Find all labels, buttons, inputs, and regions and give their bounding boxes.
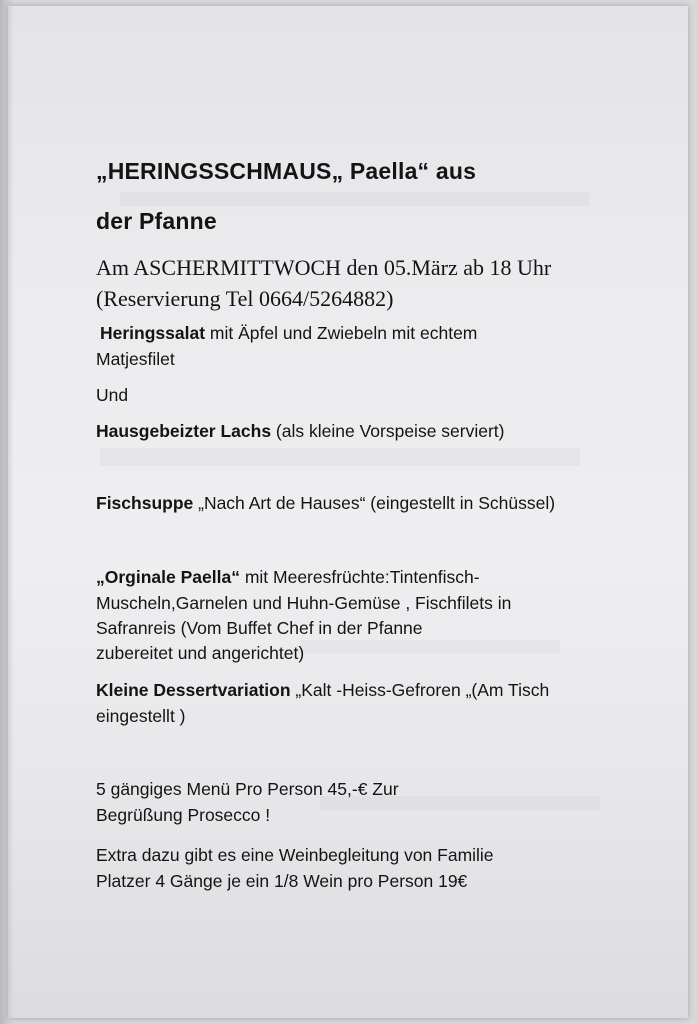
menu-item-soup [96, 490, 555, 516]
menu-item-dessert [96, 677, 549, 703]
menu-item-desc: mit Meeresfrüchte:Tintenfisch- [239, 567, 480, 587]
wine-line-2: Platzer 4 Gänge je ein 1/8 Wein pro Person 19€ [96, 871, 468, 891]
menu-item-desc: „Nach Art de Hauses“ (eingestellt in Schüssel) [193, 493, 556, 513]
menu-item-name: Heringssalat [100, 323, 206, 343]
bleed-through-shadow [300, 640, 560, 654]
menu-item-desc-cont: eingestellt ) [96, 706, 186, 726]
headline-line-1: „HERINGSSCHMAUS„ Paella“ aus [96, 158, 477, 184]
menu-item-herring [100, 320, 477, 346]
menu-item-desc-cont: Matjesfilet [96, 349, 175, 369]
menu-item-name: „Orginale Paella“ [96, 567, 240, 587]
menu-item-salmon [96, 418, 504, 444]
menu-item-desc-cont: Muscheln,Garnelen und Huhn-Gemüse , Fischfilets in [96, 593, 512, 613]
menu-item-paella [96, 564, 480, 590]
menu-item-desc: mit Äpfel und Zwiebeln mit echtem [205, 323, 478, 343]
menu-item-desc-cont: zubereitet und angerichtet) [96, 643, 305, 663]
event-date: Am ASCHERMITTWOCH den 05.März ab 18 Uhr [96, 255, 552, 280]
event-reservation: (Reservierung Tel 0664/5264882) [96, 286, 394, 311]
menu-item-desc: (als kleine Vorspeise serviert) [271, 421, 505, 441]
and-word: Und [96, 385, 129, 405]
menu-item-desc: „Kalt -Heiss-Gefroren „(Am Tisch [290, 680, 550, 700]
bleed-through-shadow [100, 448, 580, 466]
paper-edge-shadow [0, 0, 14, 1024]
menu-item-name: Hausgebeizter Lachs [96, 421, 272, 441]
menu-item-name: Kleine Dessertvariation [96, 680, 291, 700]
headline-line-2: der Pfanne [96, 208, 217, 234]
wine-line-1: Extra dazu gibt es eine Weinbegleitung von Familie [96, 845, 494, 865]
menu-item-name: Fischsuppe [96, 493, 194, 513]
price-line-2: Begrüßung Prosecco ! [96, 805, 271, 825]
menu-item-desc-cont: Safranreis (Vom Buffet Chef in der Pfanne [96, 618, 423, 638]
price-line-1: 5 gängiges Menü Pro Person 45,-€ Zur [96, 779, 399, 799]
bleed-through-shadow [120, 192, 590, 206]
